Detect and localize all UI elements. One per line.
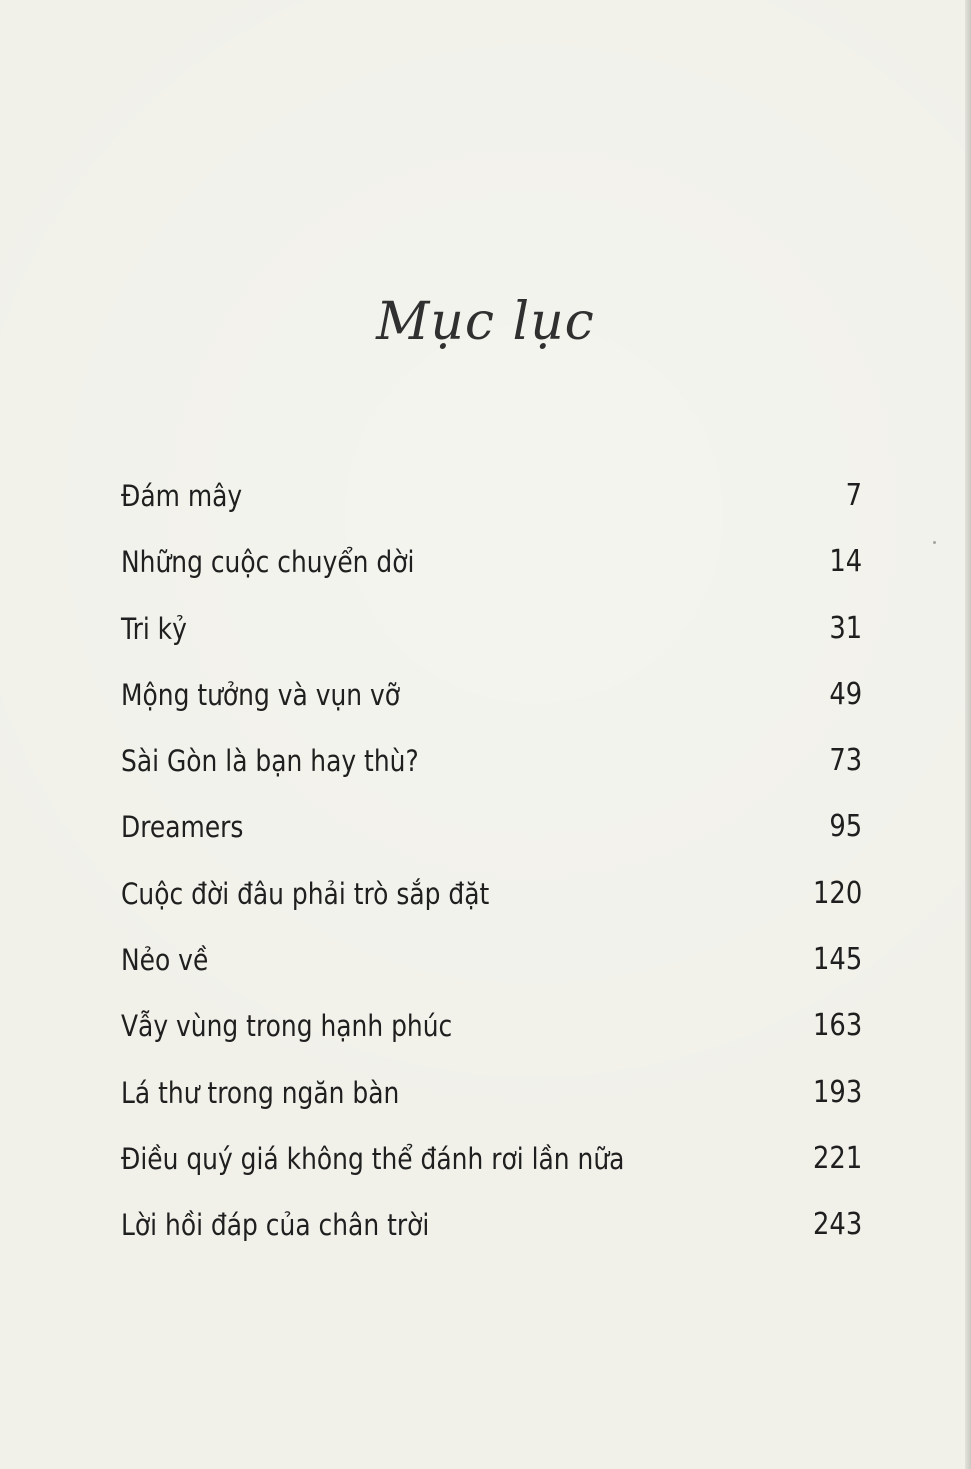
- toc-entry-page: 145: [812, 942, 862, 978]
- toc-entry: [121, 542, 862, 608]
- toc-entry-page: 31: [829, 610, 862, 646]
- toc-entry-page: 120: [812, 875, 862, 911]
- toc-entry-title: Những cuộc chuyển dời: [121, 545, 415, 580]
- toc-entry-title: Điều quý giá không thể đánh rơi lần nữa: [121, 1141, 625, 1176]
- paper-speck: [933, 541, 936, 544]
- toc-entry: [121, 476, 862, 542]
- toc-entry: [121, 1205, 862, 1271]
- toc-entry-page: 221: [812, 1140, 862, 1176]
- toc-entry: [121, 1006, 862, 1072]
- toc-entry-page: 49: [829, 676, 862, 712]
- toc-entry-title: Mộng tưởng và vụn vỡ: [121, 677, 401, 712]
- toc-entry: [121, 609, 862, 675]
- toc-entry-page: 7: [845, 478, 862, 513]
- toc-entry-title: Lá thư trong ngăn bàn: [121, 1075, 400, 1110]
- toc-entry-title: Sài Gòn là bạn hay thù?: [121, 744, 419, 779]
- toc-entry: [121, 807, 862, 873]
- toc-entry-title: Vẫy vùng trong hạnh phúc: [121, 1009, 453, 1044]
- toc-entry-title: Nẻo về: [121, 943, 209, 978]
- toc-entry-title: Lời hồi đáp của chân trời: [121, 1208, 430, 1243]
- toc-entry: [121, 940, 862, 1006]
- toc-entry: [121, 874, 862, 940]
- toc-title: Mục lục: [376, 292, 595, 352]
- toc-entry: [121, 1139, 862, 1205]
- toc-entry: [121, 741, 862, 807]
- toc-entry-page: 73: [829, 743, 862, 779]
- page-edge: [965, 0, 971, 1469]
- toc-entry-title: Tri kỷ: [121, 611, 187, 646]
- toc-entry: [121, 1073, 862, 1139]
- toc-entry-title: Đám mây: [121, 479, 243, 513]
- toc-entry-page: 95: [829, 809, 862, 845]
- toc-entry-title: Cuộc đời đâu phải trò sắp đặt: [121, 876, 490, 911]
- toc-entry-page: 193: [812, 1074, 862, 1110]
- toc-entry-page: 243: [812, 1207, 862, 1243]
- toc-list: [121, 476, 862, 1272]
- toc-entry: [121, 675, 862, 741]
- toc-entry-page: 14: [829, 544, 862, 580]
- toc-entry-title: Dreamers: [121, 810, 244, 845]
- toc-entry-page: 163: [812, 1008, 862, 1044]
